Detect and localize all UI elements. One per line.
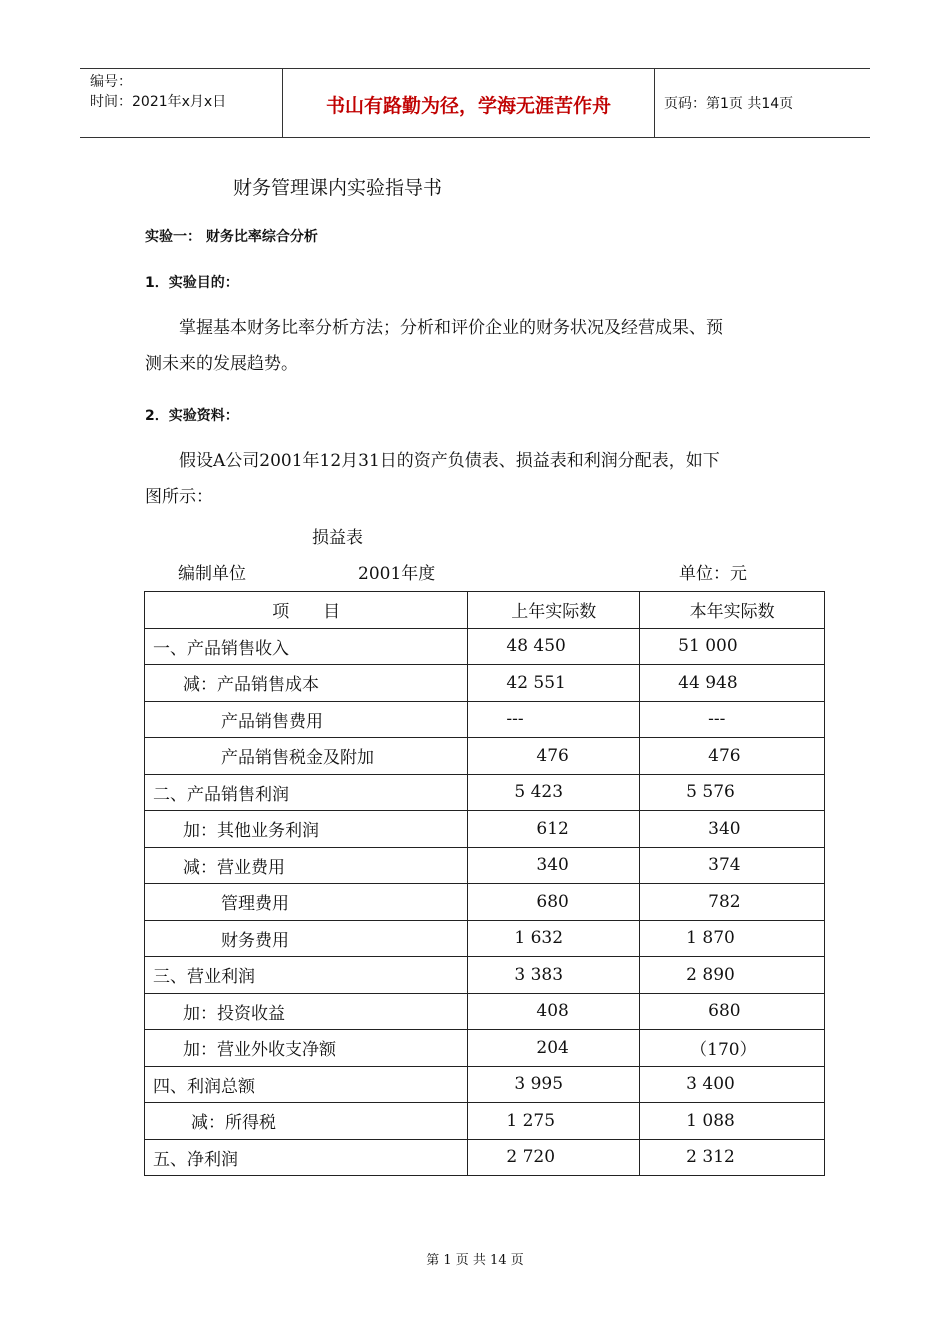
- row-item: 加：投资收益: [145, 993, 468, 1030]
- row-item: 一、产品销售收入: [145, 628, 468, 665]
- section2-paragraph: [145, 443, 815, 515]
- row-prev: 476: [468, 738, 640, 775]
- row-item: 产品销售税金及附加: [145, 738, 468, 775]
- row-prev: 340: [468, 847, 640, 884]
- row-curr: 3 400: [640, 1066, 825, 1103]
- row-prev: 5 423: [468, 774, 640, 811]
- section1-paragraph: [145, 310, 815, 382]
- row-curr: 2 312: [640, 1139, 825, 1176]
- table-row: [145, 1066, 825, 1103]
- header-divider: [654, 69, 655, 137]
- year-label: 2001年度: [358, 564, 436, 584]
- row-prev: 48 450: [468, 628, 640, 665]
- row-prev: 1 275: [468, 1103, 640, 1140]
- row-curr: 2 890: [640, 957, 825, 994]
- table-row: [145, 628, 825, 665]
- header-prev: 上年实际数: [468, 592, 640, 629]
- row-item: 四、利润总额: [145, 1066, 468, 1103]
- row-item: 管理费用: [145, 884, 468, 921]
- row-prev: 3 995: [468, 1066, 640, 1103]
- table-row: [145, 738, 825, 775]
- section1-line2: 测未来的发展趋势。: [145, 354, 298, 374]
- row-curr: 1 088: [640, 1103, 825, 1140]
- row-item: 减：产品销售成本: [145, 665, 468, 702]
- header-motto: 书山有路勤为径，学海无涯苦作舟: [325, 95, 611, 117]
- compiler-label: 编制单位: [178, 564, 246, 584]
- row-prev: 3 383: [468, 957, 640, 994]
- row-curr: 340: [640, 811, 825, 848]
- row-item: 加：营业外收支净额: [145, 1030, 468, 1067]
- row-prev: ---: [468, 701, 640, 738]
- table-caption: 损益表: [312, 528, 363, 548]
- table-row: [145, 957, 825, 994]
- table-row: [145, 884, 825, 921]
- row-item: 加：其他业务利润: [145, 811, 468, 848]
- section2-line1: 假设A公司2001年12月31日的资产负债表、损益表和利润分配表，如下: [179, 451, 720, 471]
- table-header-row: [145, 592, 825, 629]
- row-curr: （170）: [640, 1030, 825, 1067]
- row-curr: 51 000: [640, 628, 825, 665]
- table-row: [145, 665, 825, 702]
- unit-label: 单位：元: [679, 564, 747, 584]
- row-curr: 782: [640, 884, 825, 921]
- row-curr: ---: [640, 701, 825, 738]
- page-header: [80, 68, 870, 138]
- row-item: 减：所得税: [145, 1103, 468, 1140]
- number-label: 编号：: [90, 74, 132, 90]
- row-curr: 1 870: [640, 920, 825, 957]
- row-prev: 1 632: [468, 920, 640, 957]
- row-curr: 476: [640, 738, 825, 775]
- section1-line1: 掌握基本财务比率分析方法；分析和评价企业的财务状况及经营成果、预: [179, 318, 723, 338]
- row-curr: 374: [640, 847, 825, 884]
- row-curr: 44 948: [640, 665, 825, 702]
- section2-line2: 图所示：: [145, 487, 213, 507]
- table-row: [145, 1030, 825, 1067]
- row-prev: 408: [468, 993, 640, 1030]
- time-label: 时间：2021年x月x日: [90, 94, 227, 110]
- header-curr: 本年实际数: [640, 592, 825, 629]
- table-row: [145, 701, 825, 738]
- table-row: [145, 920, 825, 957]
- row-curr: 680: [640, 993, 825, 1030]
- table-row: [145, 993, 825, 1030]
- row-item: 减：营业费用: [145, 847, 468, 884]
- table-row: [145, 847, 825, 884]
- table-row: [145, 811, 825, 848]
- row-item: 二、产品销售利润: [145, 774, 468, 811]
- header-left: [90, 72, 226, 112]
- row-item: 三、营业利润: [145, 957, 468, 994]
- page-footer: 第 1 页 共 14 页: [426, 1253, 524, 1268]
- row-prev: 42 551: [468, 665, 640, 702]
- row-prev: 204: [468, 1030, 640, 1067]
- row-item: 五、净利润: [145, 1139, 468, 1176]
- row-prev: 612: [468, 811, 640, 848]
- row-curr: 5 576: [640, 774, 825, 811]
- header-page-info: 页码：第1页 共14页: [664, 96, 794, 112]
- table-row: [145, 774, 825, 811]
- income-statement-table: [144, 591, 825, 1176]
- row-item: 财务费用: [145, 920, 468, 957]
- section1-heading: 1．实验目的：: [145, 275, 239, 291]
- row-item: 产品销售费用: [145, 701, 468, 738]
- experiment-title: 实验一： 财务比率综合分析: [145, 229, 318, 245]
- section2-heading: 2．实验资料：: [145, 408, 239, 424]
- table-row: [145, 1139, 825, 1176]
- table-row: [145, 1103, 825, 1140]
- row-prev: 680: [468, 884, 640, 921]
- row-prev: 2 720: [468, 1139, 640, 1176]
- document-title: 财务管理课内实验指导书: [233, 177, 443, 199]
- header-item: 项 目: [145, 592, 468, 629]
